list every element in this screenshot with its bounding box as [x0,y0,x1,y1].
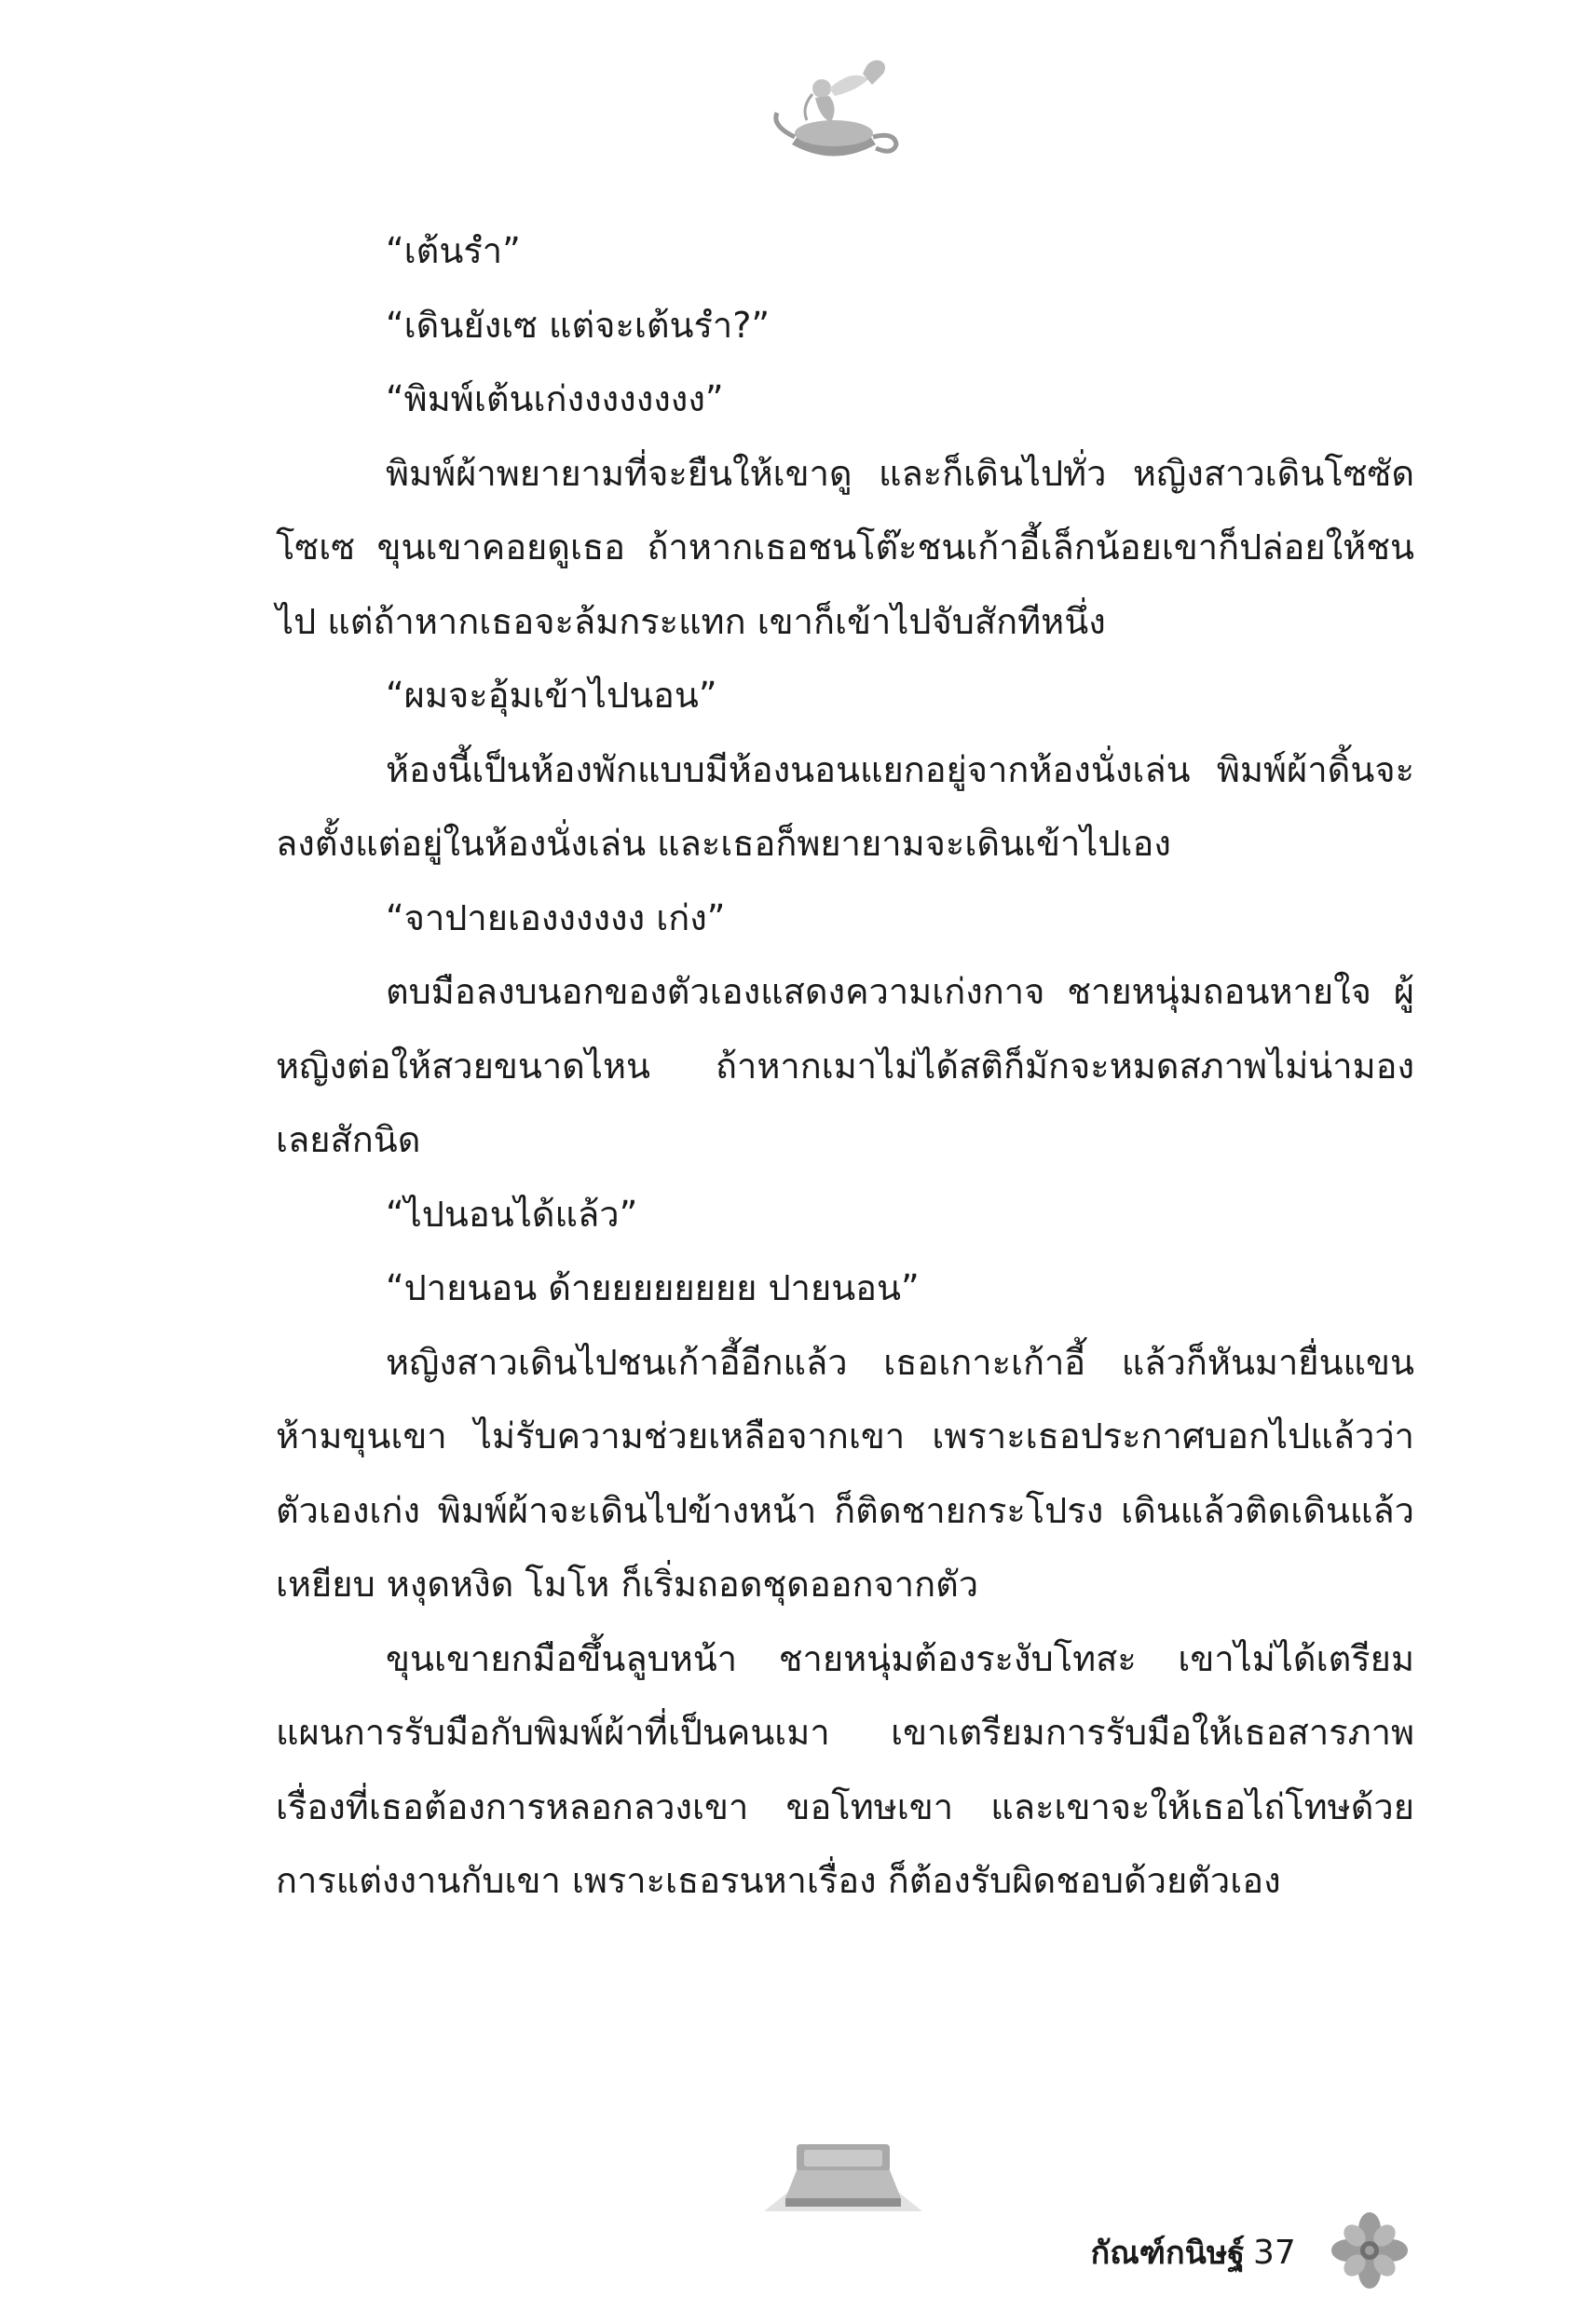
dialogue-line: “เดินยังเซ แต่จะเต้นรำ?” [386,304,771,346]
bed-icon [759,2139,927,2213]
dialogue-line: “พิมพ์เต้นเก่งงงงงงงง” [386,378,724,419]
dialogue-line: “ผมจะอุ้มเข้าไปนอน” [386,675,717,716]
book-title: กัณฑ์กนิษฐ์ [1090,2235,1245,2272]
cupid-teapot-icon [764,51,904,172]
page-number: 37 [1253,2234,1296,2272]
narrative-paragraph: ห้องนี้เป็นห้องพักแบบมีห้องนอนแยกอยู่จากห้องนั่งเล่น พิมพ์ผ้าดิ้นจะลงตั้งแต่อยู่ในห้องนั่งเล่น และเธอก็พยายามจะเดินเข้าไปเอง [276,748,1414,864]
narrative-paragraph: ตบมือลงบนอกของตัวเองแสดงความเก่งกาจ ชายหนุ่มถอนหายใจ ผู้หญิงต่อให้สวยขนาดไหน ถ้าหากเมาไม่ได้สติก็มักจะหมดสภาพไม่น่ามองเลยสักนิด [276,971,1414,1160]
dialogue-line: “ปายนอน ด้ายยยยยยยย ปายนอน” [386,1267,920,1308]
narrative-paragraph: ขุนเขายกมือขึ้นลูบหน้า ชายหนุ่มต้องระงับโทสะ เขาไม่ได้เตรียมแผนการรับมือกับพิมพ์ผ้าที่เป็นคนเมา เขาเตรียมการรับมือให้เธอสารภาพเรื่องที่เธอต้องการหลอกลวงเขา ขอโทษเขา และเขาจะให้เธอไถ่โทษด้วยการแต่งงานกับเขา เพราะเธอรนหาเรื่อง ก็ต้องรับผิดชอบด้วยตัวเอง [276,1637,1414,1901]
narrative-paragraph: หญิงสาวเดินไปชนเก้าอี้อีกแล้ว เธอเกาะเก้าอี้ แล้วก็หันมายื่นแขนห้ามขุนเขา ไม่รับความช่วยเหลือจากเขา เพราะเธอประกาศบอกไปแล้วว่าตัวเองเก่ง พิมพ์ผ้าจะเดินไปข้างหน้า ก็ติดชายกระโปรง เดินแล้วติดเดินแล้วเหยียบ หงุดหงิด โมโห ก็เริ่มถอดชุดออกจากตัว [276,1341,1414,1605]
dialogue-line: “เต้นรำ” [386,230,521,271]
narrative-paragraph: พิมพ์ผ้าพยายามที่จะยืนให้เขาดู และก็เดินไปทั่ว หญิงสาวเดินโซซัดโซเซ ขุนเขาคอยดูเธอ ถ้าหากเธอชนโต๊ะชนเก้าอี้เล็กน้อยเขาก็ปล่อยให้ชนไป แต่ถ้าหากเธอจะล้มกระแทก เขาก็เข้าไปจับสักทีหนึ่ง [276,452,1414,642]
dialogue-line: “ไปนอนได้แล้ว” [386,1193,638,1235]
body-text [276,214,1414,1919]
flower-icon [1328,2208,1412,2292]
dialogue-line: “จาปายเองงงงงง เก่ง” [386,896,726,938]
